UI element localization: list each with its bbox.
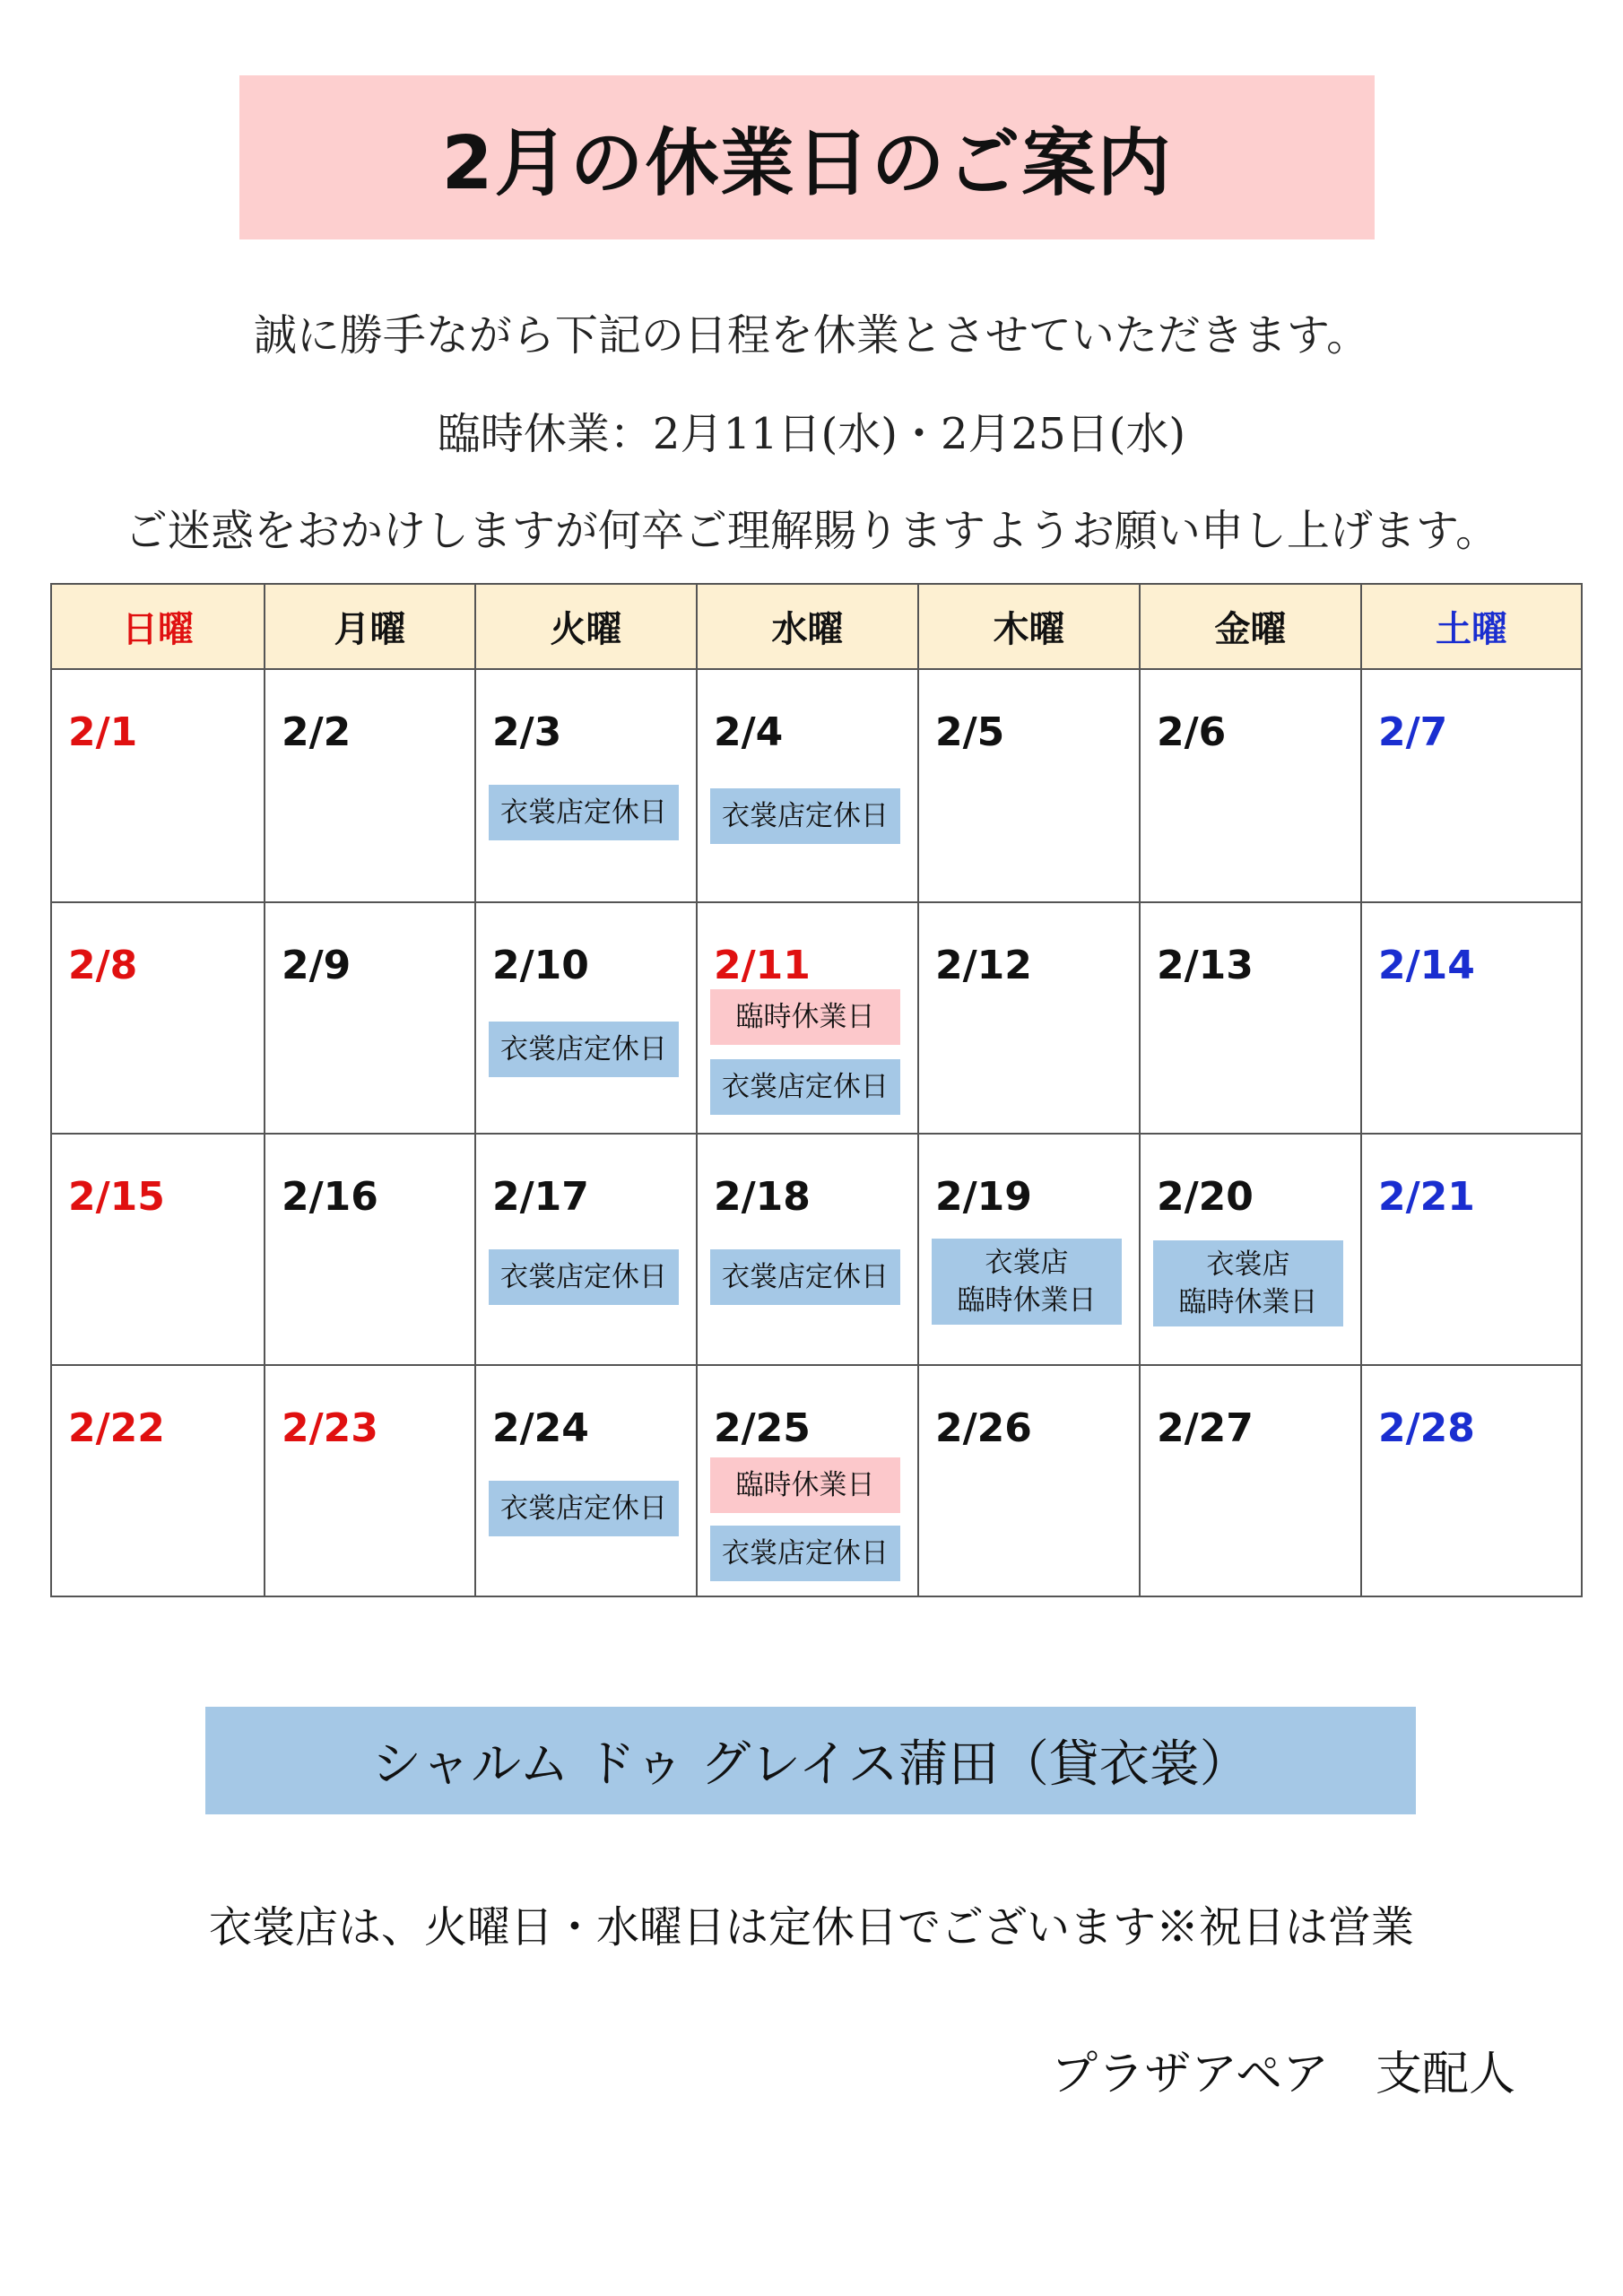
tag-line-shop: 衣裳店 [985, 1247, 1069, 1279]
day-date: 2/24 [492, 1405, 589, 1451]
day-date: 2/10 [492, 943, 589, 988]
day-cell [918, 1134, 1140, 1365]
calendar-header-row [51, 584, 1582, 669]
day-cell [1361, 1134, 1582, 1365]
day-cell [475, 1365, 697, 1596]
shop-name-banner: シャルム ドゥ グレイス蒲田（貸衣裳） [205, 1707, 1416, 1814]
day-cell [697, 669, 918, 902]
day-date: 2/16 [282, 1174, 378, 1220]
day-cell [475, 902, 697, 1134]
closed-day-tag: 衣裳店定休日 [710, 788, 900, 844]
header-monday: 月曜 [265, 584, 475, 669]
day-cell [475, 669, 697, 902]
day-cell [918, 669, 1140, 902]
header-friday: 金曜 [1140, 584, 1361, 669]
calendar-table [50, 583, 1583, 1597]
intro-line-1: 誠に勝手ながら下記の日程を休業とさせていただきます。 [253, 310, 1370, 361]
day-date: 2/14 [1378, 943, 1475, 988]
calendar-week-row [51, 669, 1582, 902]
day-date: 2/5 [935, 709, 1005, 755]
temporary-closure-tag: 臨時休業日 [710, 989, 900, 1045]
day-cell [475, 1134, 697, 1365]
calendar-week-row [51, 1134, 1582, 1365]
day-date: 2/13 [1157, 943, 1254, 988]
tag-line-closure: 臨時休業日 [957, 1284, 1097, 1317]
day-date: 2/25 [714, 1405, 811, 1451]
closed-day-tag: 衣裳店定休日 [489, 1022, 679, 1077]
day-date: 2/22 [68, 1405, 165, 1451]
day-date: 2/17 [492, 1174, 589, 1220]
day-cell [265, 1365, 475, 1596]
day-cell [51, 669, 265, 902]
signature: プラザアペア 支配人 [1051, 2048, 1515, 2101]
temporary-closure-tag: 臨時休業日 [710, 1457, 900, 1513]
calendar-week-row [51, 902, 1582, 1134]
closed-day-tag: 衣裳店定休日 [710, 1526, 900, 1581]
day-cell [918, 902, 1140, 1134]
intro-line-3: ご迷惑をおかけしますが何卒ご理解賜りますようお願い申し上げます。 [124, 506, 1499, 556]
day-cell [1140, 1365, 1361, 1596]
day-cell [265, 902, 475, 1134]
header-wednesday: 水曜 [697, 584, 918, 669]
day-date: 2/27 [1157, 1405, 1254, 1451]
page-title: 2月の休業日のご案内 [239, 75, 1375, 239]
day-date: 2/28 [1378, 1405, 1475, 1451]
day-date: 2/8 [68, 943, 138, 988]
day-date: 2/4 [714, 709, 784, 755]
closed-day-tag: 衣裳店定休日 [710, 1249, 900, 1305]
day-date: 2/21 [1378, 1174, 1475, 1220]
header-thursday: 木曜 [918, 584, 1140, 669]
day-cell [51, 902, 265, 1134]
header-saturday: 土曜 [1361, 584, 1582, 669]
day-date: 2/19 [935, 1174, 1032, 1220]
day-date: 2/9 [282, 943, 352, 988]
day-cell [697, 1134, 918, 1365]
header-tuesday: 火曜 [475, 584, 697, 669]
day-date: 2/1 [68, 709, 138, 755]
day-date: 2/7 [1378, 709, 1448, 755]
closed-day-tag: 衣裳店定休日 [710, 1059, 900, 1115]
day-cell [1140, 669, 1361, 902]
day-date: 2/2 [282, 709, 352, 755]
day-date: 2/11 [714, 943, 811, 988]
day-cell [51, 1365, 265, 1596]
closed-day-tag: 衣裳店定休日 [489, 1249, 679, 1305]
day-cell [265, 669, 475, 902]
day-cell [265, 1134, 475, 1365]
tag-line-shop: 衣裳店 [1206, 1248, 1290, 1281]
day-cell [1361, 902, 1582, 1134]
day-date: 2/18 [714, 1174, 811, 1220]
day-date: 2/3 [492, 709, 562, 755]
calendar-week-row [51, 1365, 1582, 1596]
regular-closure-note: 衣裳店は、火曜日・水曜日は定休日でございます※祝日は営業 [208, 1902, 1414, 1952]
closed-day-tag: 衣裳店定休日 [489, 1481, 679, 1536]
day-date: 2/20 [1157, 1174, 1254, 1220]
day-cell [1140, 902, 1361, 1134]
day-date: 2/23 [282, 1405, 378, 1451]
day-cell [697, 902, 918, 1134]
day-cell [697, 1365, 918, 1596]
header-sunday: 日曜 [51, 584, 265, 669]
day-cell [1140, 1134, 1361, 1365]
day-date: 2/15 [68, 1174, 165, 1220]
day-date: 2/6 [1157, 709, 1227, 755]
closed-day-tag: 衣裳店定休日 [489, 785, 679, 840]
day-cell [1361, 1365, 1582, 1596]
tag-line-closure: 臨時休業日 [1178, 1286, 1318, 1318]
day-date: 2/26 [935, 1405, 1032, 1451]
intro-line-2: 臨時休業：2月11日(水)・2月25日(水) [437, 409, 1186, 459]
temporary-closure-tag [1153, 1240, 1343, 1326]
day-cell [1361, 669, 1582, 902]
temporary-closure-tag [932, 1239, 1122, 1325]
day-cell [918, 1365, 1140, 1596]
day-date: 2/12 [935, 943, 1032, 988]
day-cell [51, 1134, 265, 1365]
